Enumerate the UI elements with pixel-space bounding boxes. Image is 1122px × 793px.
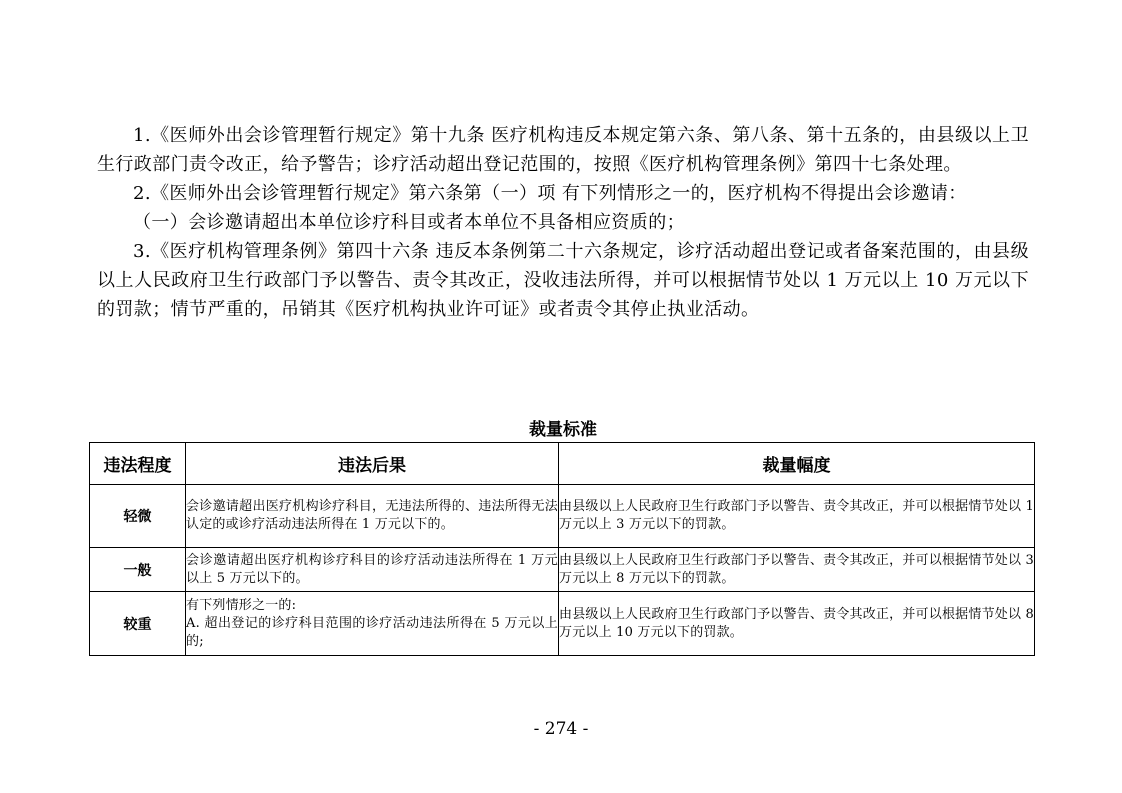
discretion-standard-table bbox=[89, 442, 1035, 656]
row-level: 较重 bbox=[90, 592, 186, 656]
row-consequence: 会诊邀请超出医疗机构诊疗科目，无违法所得的、违法所得无法认定的或诊疗活动违法所得在 1 万元以下的。 bbox=[186, 485, 559, 548]
table-row bbox=[90, 548, 1035, 592]
table-row bbox=[90, 592, 1035, 656]
row-consequence-intro: 有下列情形之一的: bbox=[186, 597, 297, 613]
table-caption: 裁量标准 bbox=[529, 420, 597, 440]
row-level: 一般 bbox=[90, 548, 186, 592]
row-penalty-range: 由县级以上人民政府卫生行政部门予以警告、责令其改正，并可以根据情节处以 3 万元以上 8 万元以下的罚款。 bbox=[559, 548, 1035, 592]
table-header-row bbox=[90, 443, 1035, 485]
row-consequence-item: A. 超出登记的诊疗科目范围的诊疗活动违法所得在 5 万元以上的; bbox=[186, 615, 558, 649]
row-level: 轻微 bbox=[90, 485, 186, 548]
row-consequence bbox=[186, 592, 559, 656]
paragraph-2: 2.《医师外出会诊管理暂行规定》第六条第（一）项 有下列情形之一的，医疗机构不得提出会诊邀请： bbox=[133, 183, 967, 204]
document-body bbox=[97, 121, 1029, 324]
row-penalty-range: 由县级以上人民政府卫生行政部门予以警告、责令其改正，并可以根据情节处以 1 万元以上 3 万元以下的罚款。 bbox=[559, 485, 1035, 548]
row-consequence: 会诊邀请超出医疗机构诊疗科目的诊疗活动违法所得在 1 万元以上 5 万元以下的。 bbox=[186, 548, 559, 592]
paragraph-4: 3.《医疗机构管理条例》第四十六条 违反本条例第二十六条规定，诊疗活动超出登记或者备案范围的，由县级以上人民政府卫生行政部门予以警告、责令其改正，没收违法所得，并可以根据情节处以 1 万元以上 10 万元以下的罚款；情节严重的，吊销其《医疗机构执业许可证》或者责令其停止执业活动。 bbox=[97, 241, 1029, 320]
header-violation-degree: 违法程度 bbox=[90, 443, 186, 485]
table-row bbox=[90, 485, 1035, 548]
row-penalty-range: 由县级以上人民政府卫生行政部门予以警告、责令其改正，并可以根据情节处以 8 万元以上 10 万元以下的罚款。 bbox=[559, 592, 1035, 656]
paragraph-3: （一）会诊邀请超出本单位诊疗科目或者本单位不具备相应资质的； bbox=[133, 212, 685, 233]
page-number: - 274 - bbox=[533, 719, 589, 739]
header-penalty-range: 裁量幅度 bbox=[559, 443, 1035, 485]
paragraph-1: 1.《医师外出会诊管理暂行规定》第十九条 医疗机构违反本规定第六条、第八条、第十五条的，由县级以上卫生行政部门责令改正，给予警告；诊疗活动超出登记范围的，按照《医疗机构管理条例》第四十七条处理。 bbox=[97, 125, 1029, 175]
header-violation-consequence: 违法后果 bbox=[186, 443, 559, 485]
